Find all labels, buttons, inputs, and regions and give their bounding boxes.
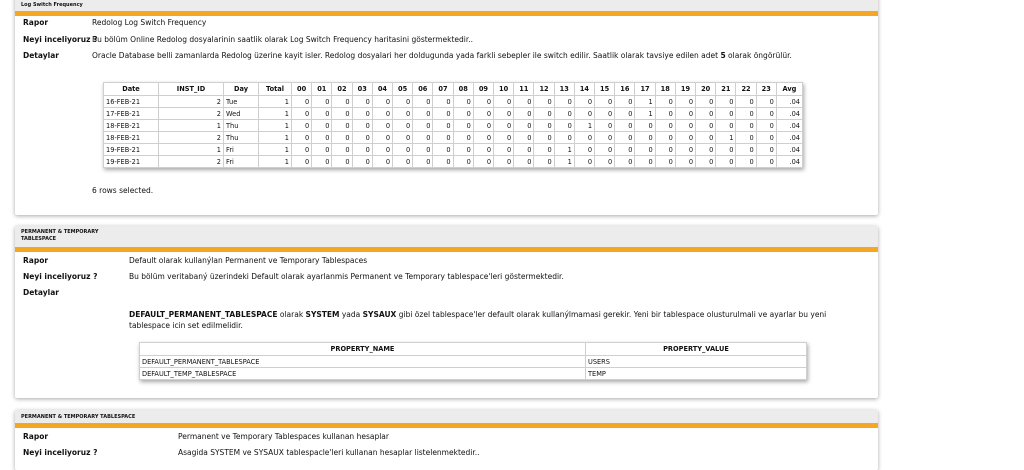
- table-cell: 0: [635, 120, 655, 132]
- table-cell: 0: [756, 108, 776, 120]
- table-cell: 0: [696, 144, 716, 156]
- col-header: 09: [473, 83, 493, 96]
- table-cell: 0: [574, 156, 594, 168]
- table-cell: 0: [736, 96, 756, 108]
- table-cell: 0: [534, 96, 554, 108]
- table-cell: 0: [514, 144, 534, 156]
- table-cell: 1: [259, 108, 292, 120]
- table-cell: 0: [514, 120, 534, 132]
- col-header: INST_ID: [159, 83, 224, 96]
- table-cell: 0: [292, 144, 312, 156]
- col-header: 05: [393, 83, 413, 96]
- table-cell: 0: [756, 120, 776, 132]
- rapor-label: Rapor: [23, 432, 49, 441]
- col-header: 15: [595, 83, 615, 96]
- table-cell: 0: [736, 108, 756, 120]
- table-cell: 1: [259, 120, 292, 132]
- table-cell: 18-FEB-21: [104, 120, 159, 132]
- tablespace-card: [15, 226, 878, 398]
- table-cell: 0: [696, 156, 716, 168]
- section-header: [15, 410, 878, 423]
- table-cell: 0: [756, 144, 776, 156]
- table-cell: 0: [494, 120, 514, 132]
- rows-selected: 6 rows selected.: [92, 186, 154, 195]
- table-cell: 0: [332, 96, 352, 108]
- table-cell: 0: [413, 96, 433, 108]
- table-cell: 2: [159, 108, 224, 120]
- col-header: 22: [736, 83, 756, 96]
- col-header: 13: [554, 83, 574, 96]
- table-cell: 0: [595, 144, 615, 156]
- section-title-line1: PERMANENT & TEMPORARY: [21, 229, 99, 235]
- table-cell: 0: [332, 156, 352, 168]
- detaylar-text-2: olarak öngörülür.: [725, 51, 792, 60]
- detaylar-label: Detaylar: [23, 288, 59, 297]
- table-row: [140, 368, 807, 380]
- property-value-cell: TEMP: [586, 368, 807, 380]
- table-cell: 0: [554, 108, 574, 120]
- table-cell: 0: [554, 96, 574, 108]
- table-cell: 0: [372, 144, 392, 156]
- neyi-label: Neyi inceliyoruz ?: [23, 35, 98, 44]
- table-row: [104, 156, 803, 168]
- table-cell: 0: [554, 132, 574, 144]
- table-cell: 0: [332, 132, 352, 144]
- table-cell: 0: [514, 108, 534, 120]
- table-cell: 0: [696, 96, 716, 108]
- log-switch-card: [15, 0, 878, 215]
- table-cell: 0: [352, 132, 372, 144]
- table-cell: 0: [453, 120, 473, 132]
- col-header: Date: [104, 83, 159, 96]
- table-cell: 0: [453, 96, 473, 108]
- table-cell: 0: [696, 108, 716, 120]
- table-cell: 0: [534, 156, 554, 168]
- neyi-label: Neyi inceliyoruz ?: [23, 272, 98, 281]
- detaylar-bold-2: SYSTEM: [305, 310, 340, 319]
- table-cell: 0: [292, 132, 312, 144]
- table-cell: 0: [352, 144, 372, 156]
- table-cell: 0: [413, 144, 433, 156]
- table-cell: 0: [473, 132, 493, 144]
- table-cell: 0: [312, 132, 332, 144]
- accent-bar: [15, 247, 878, 252]
- table-cell: 0: [574, 108, 594, 120]
- col-header: 23: [756, 83, 776, 96]
- detaylar-text-2: yada: [339, 310, 363, 319]
- rapor-value: Redolog Log Switch Frequency: [92, 18, 207, 27]
- table-cell: 1: [554, 144, 574, 156]
- table-cell: 0: [655, 156, 675, 168]
- rapor-label: Rapor: [23, 18, 49, 27]
- col-header: 06: [413, 83, 433, 96]
- table-cell: 0: [433, 120, 453, 132]
- table-cell: .04: [776, 96, 802, 108]
- table-cell: 1: [716, 132, 736, 144]
- table-cell: 1: [159, 144, 224, 156]
- col-header: 20: [696, 83, 716, 96]
- log-switch-table: [103, 82, 803, 168]
- table-cell: 0: [372, 120, 392, 132]
- table-cell: 0: [615, 132, 635, 144]
- col-header: 02: [332, 83, 352, 96]
- table-cell: 0: [615, 108, 635, 120]
- table-cell: 0: [473, 96, 493, 108]
- detaylar-bold-3: SYSAUX: [362, 310, 397, 319]
- table-cell: 1: [635, 108, 655, 120]
- table-cell: 16-FEB-21: [104, 96, 159, 108]
- table-header-row: [104, 83, 803, 96]
- table-cell: 0: [716, 108, 736, 120]
- table-cell: 0: [696, 132, 716, 144]
- table-cell: .04: [776, 156, 802, 168]
- table-cell: 0: [574, 132, 594, 144]
- rapor-value: Permanent ve Temporary Tablespaces kullanan hesaplar: [178, 432, 389, 441]
- col-header: Day: [224, 83, 259, 96]
- table-cell: 0: [393, 144, 413, 156]
- table-cell: 0: [716, 96, 736, 108]
- table-cell: 0: [332, 144, 352, 156]
- table-cell: 0: [534, 132, 554, 144]
- table-row: [104, 108, 803, 120]
- property-value-cell: USERS: [586, 356, 807, 368]
- neyi-value: Asagida SYSTEM ve SYSAUX tablespacle'leri kullanan hesaplar listelenmektedir..: [178, 448, 480, 457]
- table-cell: 1: [259, 156, 292, 168]
- neyi-value: Bu bölüm veritabaný üzerindeki Default olarak ayarlanmis Permanent ve Temporary tablespace'leri göstermektedir.: [129, 272, 564, 281]
- table-cell: 0: [534, 144, 554, 156]
- table-cell: 0: [292, 120, 312, 132]
- table-cell: 0: [473, 120, 493, 132]
- table-cell: 0: [554, 120, 574, 132]
- table-row: [140, 356, 807, 368]
- table-cell: 0: [312, 108, 332, 120]
- table-cell: 1: [554, 156, 574, 168]
- table-cell: 0: [352, 108, 372, 120]
- table-cell: 0: [595, 108, 615, 120]
- col-header: 07: [433, 83, 453, 96]
- col-header: 03: [352, 83, 372, 96]
- table-cell: 0: [595, 132, 615, 144]
- table-cell: 0: [372, 156, 392, 168]
- table-cell: 0: [675, 144, 695, 156]
- table-cell: 0: [393, 96, 413, 108]
- table-cell: 0: [494, 96, 514, 108]
- table-cell: 0: [514, 96, 534, 108]
- table-cell: 0: [534, 108, 554, 120]
- table-cell: 0: [413, 120, 433, 132]
- table-cell: 0: [352, 156, 372, 168]
- col-header: Avg: [776, 83, 802, 96]
- table-cell: 0: [635, 156, 655, 168]
- table-cell: 0: [433, 108, 453, 120]
- col-header: Total: [259, 83, 292, 96]
- table-cell: 0: [514, 156, 534, 168]
- col-header: 14: [574, 83, 594, 96]
- table-cell: 1: [635, 96, 655, 108]
- table-cell: 0: [595, 156, 615, 168]
- detaylar-text-1: Oracle Database belli zamanlarda Redolog üzerine kayit isler. Redolog dosyalari her doldugunda yada farkli sebepler ile switch edilir. Saatlik olarak tavsiye edilen adet: [92, 51, 721, 60]
- accent-bar: [15, 11, 878, 16]
- table-cell: 0: [453, 108, 473, 120]
- table-cell: 0: [292, 156, 312, 168]
- table-cell: 0: [635, 132, 655, 144]
- table-cell: 0: [494, 144, 514, 156]
- rapor-label: Rapor: [23, 256, 49, 265]
- table-cell: 0: [413, 108, 433, 120]
- table-cell: 0: [494, 156, 514, 168]
- table-cell: 0: [352, 120, 372, 132]
- table-cell: 0: [655, 120, 675, 132]
- section-header: [15, 226, 878, 247]
- col-header: 04: [372, 83, 392, 96]
- table-cell: 0: [494, 108, 514, 120]
- table-cell: 2: [159, 132, 224, 144]
- accent-bar: [15, 423, 878, 428]
- detaylar-bold: 5: [720, 51, 726, 60]
- table-row: [104, 132, 803, 144]
- table-cell: 0: [312, 156, 332, 168]
- table-cell: 0: [473, 108, 493, 120]
- table-cell: 0: [736, 132, 756, 144]
- table-cell: 0: [413, 156, 433, 168]
- table-cell: Wed: [224, 108, 259, 120]
- table-cell: 0: [372, 108, 392, 120]
- table-cell: 0: [292, 96, 312, 108]
- table-cell: 0: [696, 120, 716, 132]
- table-cell: .04: [776, 132, 802, 144]
- table-cell: 0: [756, 96, 776, 108]
- table-cell: 0: [574, 144, 594, 156]
- section-title: PERMANENT & TEMPORARY TABLESPACE: [21, 413, 136, 420]
- table-cell: 0: [433, 144, 453, 156]
- table-cell: 0: [595, 120, 615, 132]
- table-cell: 1: [159, 120, 224, 132]
- table-cell: 0: [615, 120, 635, 132]
- table-cell: 0: [413, 132, 433, 144]
- table-cell: 0: [736, 120, 756, 132]
- table-cell: 0: [312, 144, 332, 156]
- table-cell: 0: [675, 132, 695, 144]
- table-row: [104, 96, 803, 108]
- table-cell: 0: [292, 108, 312, 120]
- table-cell: 0: [675, 108, 695, 120]
- table-cell: 0: [675, 96, 695, 108]
- table-cell: .04: [776, 144, 802, 156]
- table-cell: 0: [716, 144, 736, 156]
- table-cell: 0: [736, 156, 756, 168]
- table-cell: 0: [372, 96, 392, 108]
- table-header-row: [140, 343, 807, 356]
- table-cell: 19-FEB-21: [104, 144, 159, 156]
- table-cell: 0: [453, 132, 473, 144]
- section-title-line2: TABLESPACE: [21, 236, 57, 242]
- table-cell: 0: [433, 96, 453, 108]
- table-cell: 0: [473, 144, 493, 156]
- col-header: 18: [655, 83, 675, 96]
- col-header: 17: [635, 83, 655, 96]
- neyi-value: Bu bölüm Online Redolog dosyalarinin saatlik olarak Log Switch Frequency haritasini göstermektedir..: [92, 35, 474, 44]
- table-cell: 0: [655, 108, 675, 120]
- table-cell: 1: [574, 120, 594, 132]
- table-cell: 0: [756, 132, 776, 144]
- table-row: [104, 120, 803, 132]
- table-cell: 0: [372, 132, 392, 144]
- table-row: [104, 144, 803, 156]
- col-header: 12: [534, 83, 554, 96]
- table-cell: 1: [259, 144, 292, 156]
- property-name-cell: DEFAULT_TEMP_TABLESPACE: [140, 368, 586, 380]
- table-cell: 0: [595, 96, 615, 108]
- property-name-cell: DEFAULT_PERMANENT_TABLESPACE: [140, 356, 586, 368]
- col-header: 10: [494, 83, 514, 96]
- col-header: 00: [292, 83, 312, 96]
- col-header: 11: [514, 83, 534, 96]
- table-cell: .04: [776, 120, 802, 132]
- table-cell: 0: [433, 132, 453, 144]
- detaylar-text-3: gibi özel tablespace'ler default olarak kullanýlmamasi gerekir. Yeni bir tablespace olusturulmali ve ayarlar bu yeni tablespace icin set edilmelidir.: [129, 310, 827, 330]
- col-header: 08: [453, 83, 473, 96]
- table-cell: 0: [574, 96, 594, 108]
- table-cell: 0: [312, 96, 332, 108]
- table-cell: 18-FEB-21: [104, 132, 159, 144]
- table-cell: .04: [776, 108, 802, 120]
- table-cell: 19-FEB-21: [104, 156, 159, 168]
- col-header: 01: [312, 83, 332, 96]
- rapor-value: Default olarak kullanýlan Permanent ve Temporary Tablespaces: [129, 256, 368, 265]
- table-cell: Thu: [224, 120, 259, 132]
- table-cell: 0: [655, 132, 675, 144]
- table-cell: 0: [756, 156, 776, 168]
- table-cell: Fri: [224, 144, 259, 156]
- table-cell: 0: [615, 156, 635, 168]
- table-cell: 0: [736, 144, 756, 156]
- col-header: 19: [675, 83, 695, 96]
- table-cell: 0: [393, 156, 413, 168]
- table-cell: 0: [716, 156, 736, 168]
- table-cell: 0: [453, 144, 473, 156]
- table-cell: 0: [332, 120, 352, 132]
- table-cell: Thu: [224, 132, 259, 144]
- table-cell: 0: [393, 132, 413, 144]
- table-cell: 0: [473, 156, 493, 168]
- table-cell: 0: [433, 156, 453, 168]
- col-header: 16: [615, 83, 635, 96]
- col-property-value: PROPERTY_VALUE: [586, 343, 807, 356]
- detaylar-label: Detaylar: [23, 51, 59, 60]
- col-property-name: PROPERTY_NAME: [140, 343, 586, 356]
- table-cell: 17-FEB-21: [104, 108, 159, 120]
- table-cell: 0: [453, 156, 473, 168]
- table-cell: 0: [655, 144, 675, 156]
- neyi-label: Neyi inceliyoruz ?: [23, 448, 98, 457]
- table-cell: 0: [494, 132, 514, 144]
- table-cell: 0: [352, 96, 372, 108]
- table-cell: 0: [332, 108, 352, 120]
- table-cell: 1: [259, 132, 292, 144]
- section-title: Log Switch Frequency: [21, 1, 83, 8]
- table-cell: 0: [534, 120, 554, 132]
- section-header: [15, 0, 878, 11]
- table-cell: 0: [615, 144, 635, 156]
- table-cell: 0: [615, 96, 635, 108]
- table-cell: 0: [655, 96, 675, 108]
- detaylar-value: [129, 309, 869, 331]
- table-cell: 1: [259, 96, 292, 108]
- table-cell: 0: [393, 120, 413, 132]
- table-cell: 0: [514, 132, 534, 144]
- table-cell: 2: [159, 96, 224, 108]
- table-cell: 0: [312, 120, 332, 132]
- property-table: [139, 342, 807, 380]
- tablespace-users-card: [15, 410, 878, 470]
- col-header: 21: [716, 83, 736, 96]
- detaylar-value: [92, 51, 792, 60]
- detaylar-text-1: olarak: [277, 310, 306, 319]
- table-cell: 0: [393, 108, 413, 120]
- table-cell: 0: [635, 144, 655, 156]
- detaylar-bold-1: DEFAULT_PERMANENT_TABLESPACE: [129, 310, 278, 319]
- table-cell: Tue: [224, 96, 259, 108]
- table-cell: 0: [716, 120, 736, 132]
- table-cell: 0: [675, 120, 695, 132]
- table-cell: 0: [675, 156, 695, 168]
- table-cell: 2: [159, 156, 224, 168]
- table-cell: Fri: [224, 156, 259, 168]
